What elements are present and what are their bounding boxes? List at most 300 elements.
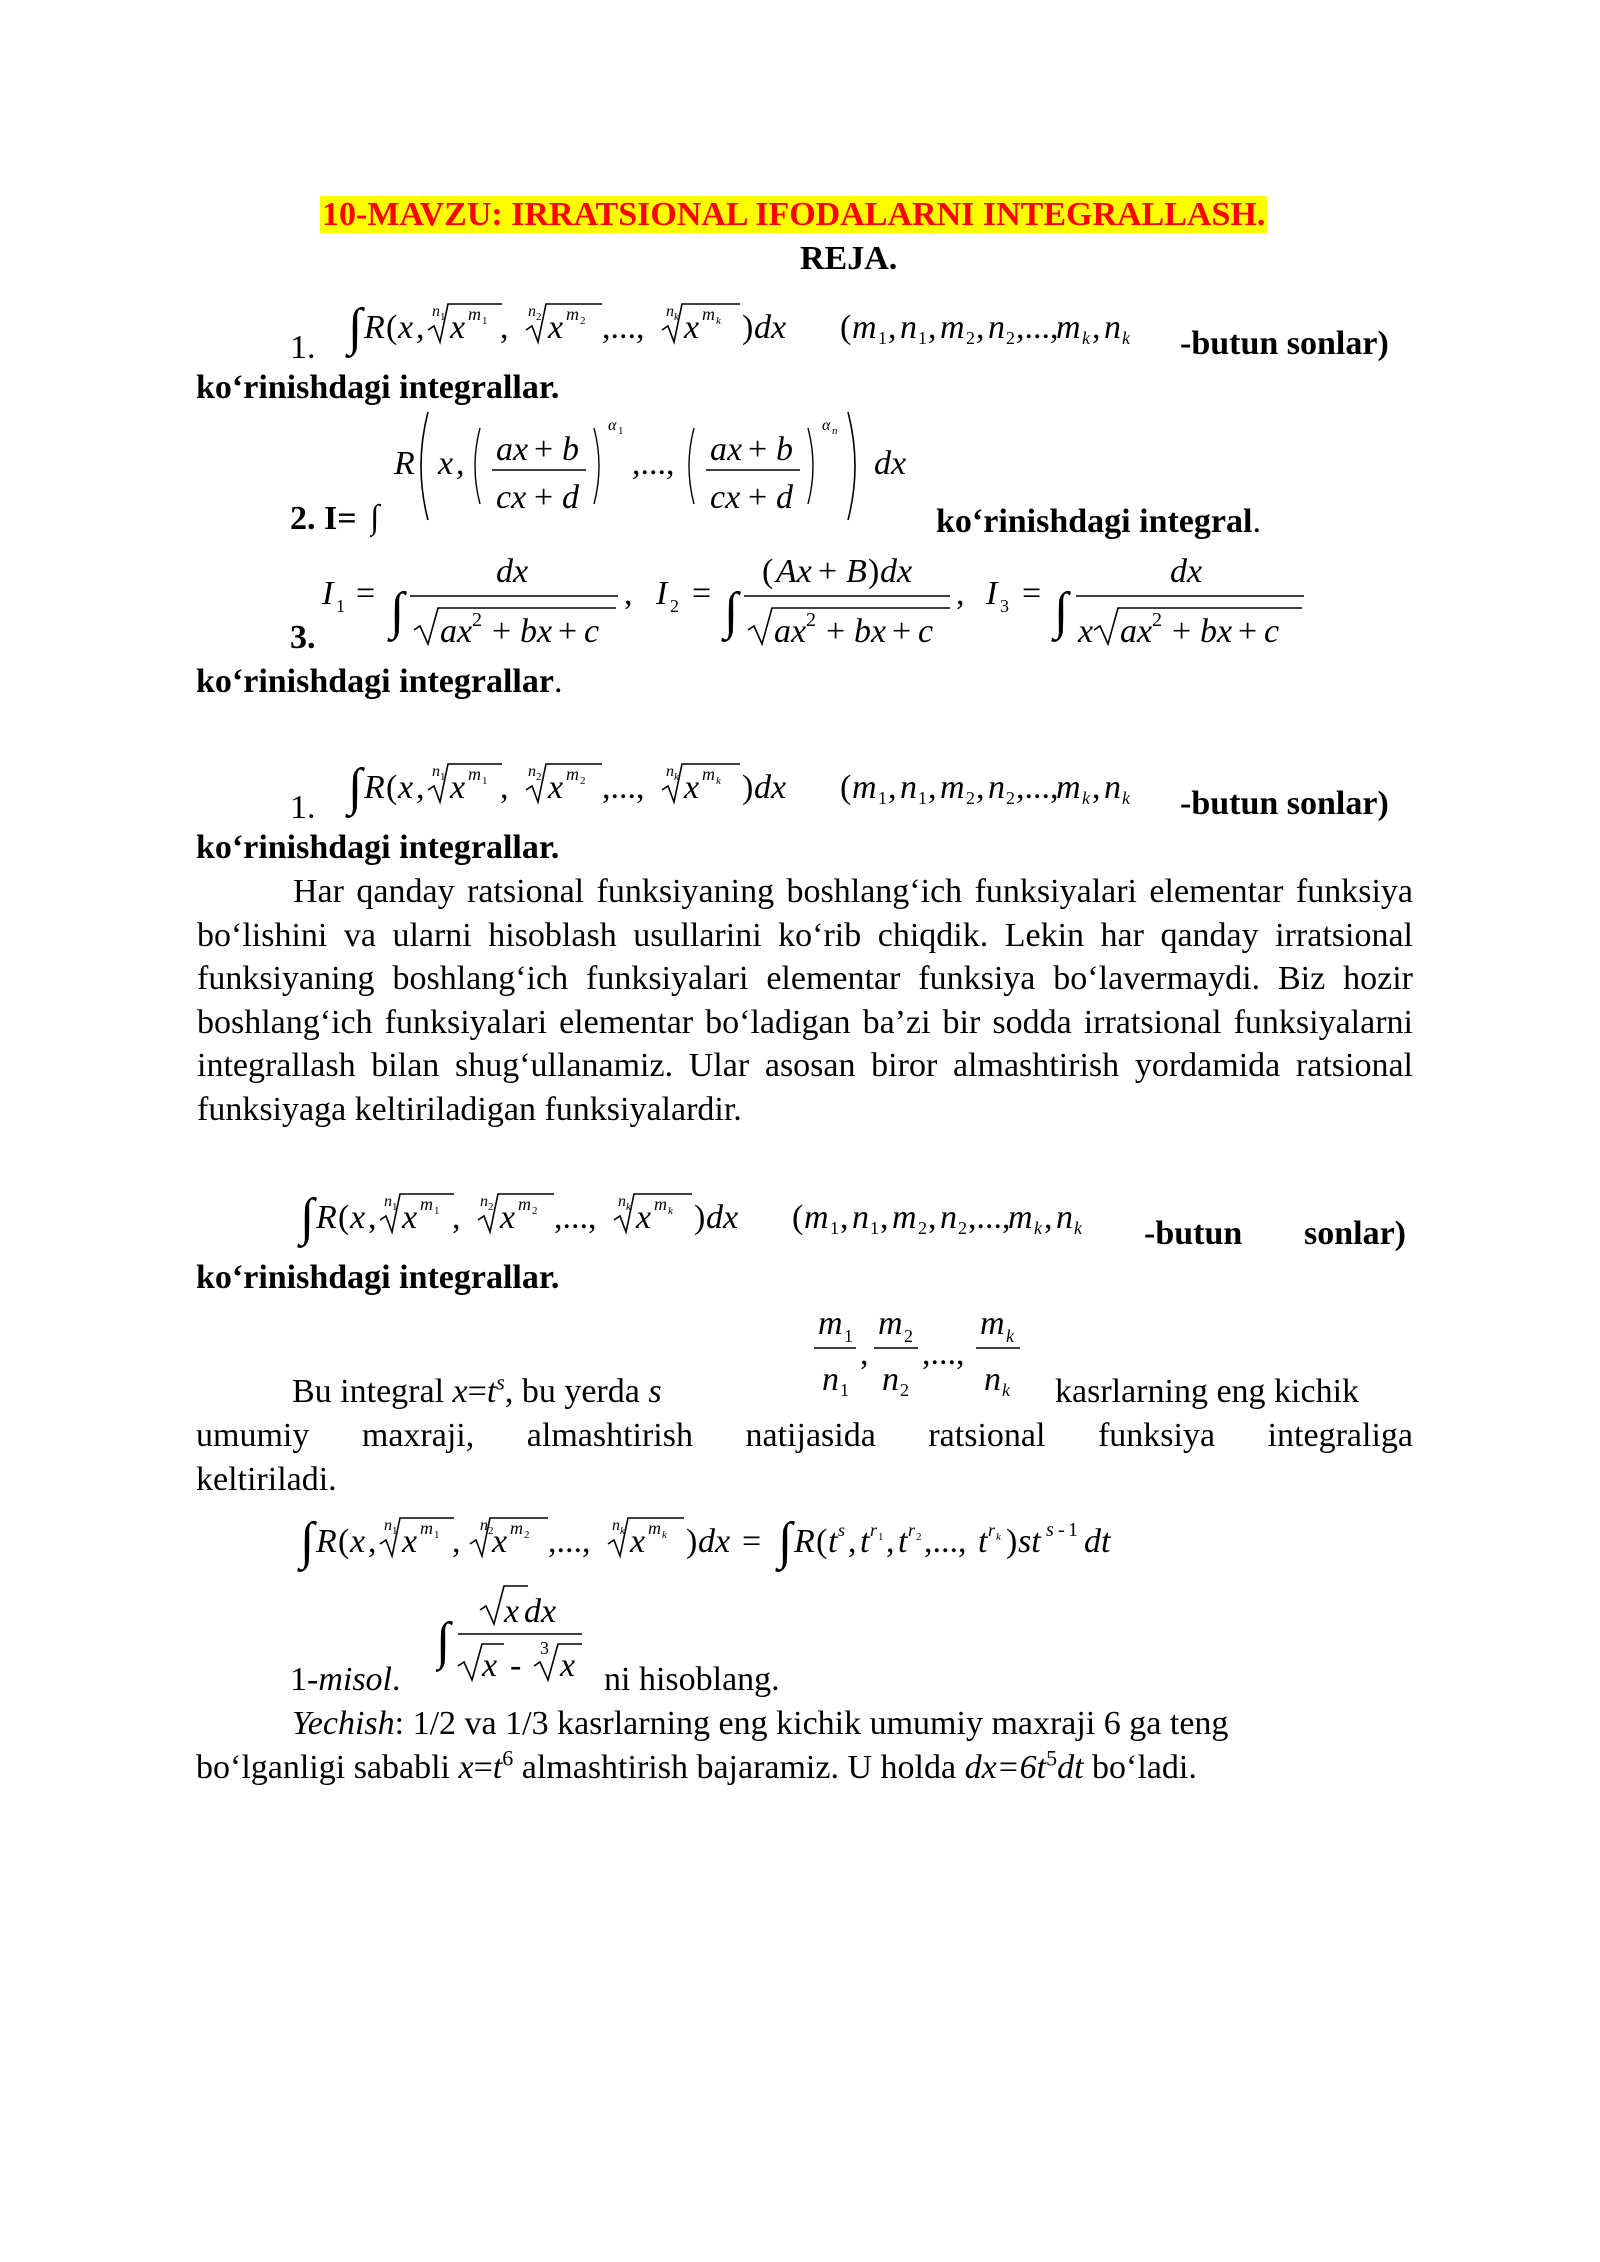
misol-integral <box>436 1578 596 1688</box>
svg-text:n: n <box>988 309 1005 346</box>
svg-text:2: 2 <box>806 609 816 631</box>
bu-integral-text-2: , bu yerda <box>504 1373 649 1410</box>
plan-item-3-formulas <box>310 546 1320 650</box>
svg-text:,: , <box>928 769 937 806</box>
bu-integral-line-2: umumiy maxraji, almashtirish natijasida ratsional funksiya integraliga <box>196 1417 1413 1454</box>
svg-text:3: 3 <box>1000 596 1009 616</box>
svg-text:x: x <box>548 309 564 346</box>
svg-text:x: x <box>630 1523 646 1560</box>
svg-text:=: = <box>1022 575 1042 612</box>
svg-text:R: R <box>394 445 415 482</box>
svg-text:x: x <box>402 1199 418 1236</box>
svg-text:,...,: ,..., <box>924 1523 967 1560</box>
plan-item-2-suffix <box>936 500 1261 543</box>
svg-text:2: 2 <box>524 1529 530 1541</box>
fractions-m-over-n <box>810 1300 1040 1400</box>
svg-text:∫: ∫ <box>300 1189 315 1246</box>
svg-text:k: k <box>1034 1218 1042 1238</box>
svg-text:k: k <box>1082 788 1090 808</box>
svg-text:+: + <box>748 431 768 468</box>
svg-text:n: n <box>900 309 917 346</box>
svg-text:dx: dx <box>754 769 787 806</box>
misol-num: 1- <box>290 1661 319 1698</box>
svg-text:m: m <box>940 309 965 346</box>
plan-item-1-continuation: ko‘rinishdagi integrallar. <box>196 369 560 406</box>
svg-text:,: , <box>452 1199 461 1236</box>
svg-text:m: m <box>420 1194 433 1214</box>
svg-text:1: 1 <box>840 1380 849 1400</box>
svg-text:m: m <box>804 1199 829 1236</box>
svg-text:m: m <box>518 1194 531 1214</box>
yechish-exp-6: 6 <box>502 1745 514 1771</box>
misol-word: misol <box>318 1661 393 1698</box>
svg-text:α: α <box>608 417 617 434</box>
svg-text:2: 2 <box>1006 788 1015 808</box>
svg-text:2: 2 <box>1152 609 1162 631</box>
svg-text:∫: ∫ <box>390 583 405 640</box>
svg-text:k: k <box>716 775 721 787</box>
svg-text:m: m <box>980 1305 1005 1342</box>
section-1-suffix: -butun sonlar) <box>1180 785 1389 822</box>
svg-text:k: k <box>674 771 679 783</box>
svg-text:): ) <box>742 769 754 806</box>
svg-text:2: 2 <box>536 771 542 783</box>
svg-text:k: k <box>626 1201 631 1213</box>
svg-text:2: 2 <box>966 788 975 808</box>
svg-text:): ) <box>742 309 754 346</box>
svg-text:s: s <box>1046 1519 1054 1541</box>
svg-text:k: k <box>668 1205 673 1217</box>
svg-text:x: x <box>350 1523 366 1560</box>
svg-text:1: 1 <box>878 788 887 808</box>
svg-text:n: n <box>832 425 838 437</box>
plan-item-3-continuation <box>196 660 562 703</box>
svg-text:α: α <box>822 417 831 434</box>
svg-text:m: m <box>648 1518 661 1538</box>
svg-text:x: x <box>500 1199 516 1236</box>
svg-text:n: n <box>1056 1199 1073 1236</box>
svg-text:dx: dx <box>874 445 907 482</box>
svg-text:n: n <box>1104 309 1121 346</box>
svg-text:m: m <box>566 304 579 324</box>
svg-text:x: x <box>636 1199 652 1236</box>
svg-text:n: n <box>822 1361 839 1398</box>
svg-text:+: + <box>492 613 512 650</box>
svg-text:x: x <box>548 769 564 806</box>
svg-text:,: , <box>1092 309 1101 346</box>
svg-text:1: 1 <box>482 775 488 787</box>
title-highlight: 10-MAVZU: IRRATSIONAL IFODALARNI INTEGRALLASH. <box>322 196 1266 233</box>
svg-text:ax: ax <box>710 431 743 468</box>
svg-text:,...,: ,..., <box>922 1335 965 1372</box>
svg-text:2: 2 <box>904 1326 913 1346</box>
svg-text:B: B <box>846 553 867 590</box>
svg-text:,: , <box>368 1199 377 1236</box>
svg-text:k: k <box>1002 1380 1010 1400</box>
svg-text:,: , <box>880 1199 889 1236</box>
svg-text:bx: bx <box>1200 613 1233 650</box>
svg-text:n: n <box>984 1361 1001 1398</box>
svg-text:1: 1 <box>918 328 927 348</box>
svg-text:): ) <box>868 553 880 590</box>
yechish-eq2: =6 <box>996 1749 1037 1786</box>
svg-text:x: x <box>492 1523 508 1560</box>
svg-text:n: n <box>666 303 674 320</box>
exp-s: s <box>496 1369 505 1395</box>
plan-item-2-suffix-text: ko‘rinishdagi integral <box>936 503 1253 540</box>
yechish-label: Yechish <box>292 1705 395 1742</box>
misol-dot: . <box>392 1661 401 1698</box>
svg-text:k: k <box>996 1531 1001 1543</box>
svg-text:x: x <box>350 1199 366 1236</box>
svg-text:x: x <box>504 1593 520 1630</box>
svg-text:(: ( <box>338 1199 350 1236</box>
svg-text:n: n <box>618 1193 626 1210</box>
svg-text:,...,: ,..., <box>548 1523 591 1560</box>
svg-text:1: 1 <box>878 328 887 348</box>
svg-text:,: , <box>1092 769 1101 806</box>
svg-text:(: ( <box>840 769 852 806</box>
yechish-text-2b: almashtirish bajaramiz. U holda <box>513 1749 965 1786</box>
svg-text:n: n <box>940 1199 957 1236</box>
svg-text:m: m <box>702 764 715 784</box>
svg-text:n: n <box>882 1361 899 1398</box>
svg-text:1: 1 <box>918 788 927 808</box>
svg-text:2: 2 <box>916 1531 922 1543</box>
svg-text:): ) <box>686 1523 698 1560</box>
plan-item-1-number: 1. <box>290 329 316 366</box>
svg-text:+: + <box>748 479 768 516</box>
paragraph-1-text: Har qanday ratsional funksiyaning boshlang‘ich funksiyalari elementar funksiya bo‘lishini va ularni hisoblash usullarini ko‘rib chiqdik. Lekin har qanday irratsional funksiyaning boshlang‘ich funksiyalari elementar funksiya bo‘lavermaydi. Biz hozir boshlang‘ich funksiyalari elementar bo‘ladigan ba’zi bir sodda irratsional funksiyalarni integrallash bilan shug‘ullanamiz. Ular asosan biror almashtirish yordamida ratsional funksiyaga keltiriladigan funksiyalardir. <box>197 873 1413 1128</box>
svg-text:=: = <box>692 575 712 612</box>
plan-item-3-number: 3. <box>290 619 316 656</box>
plan-item-2-formula <box>370 404 930 544</box>
bu-integral-line-1 <box>292 1370 662 1413</box>
svg-text:x: x <box>1078 613 1094 650</box>
svg-text:k: k <box>662 1529 667 1541</box>
svg-text:k: k <box>1122 328 1130 348</box>
svg-text:1: 1 <box>482 315 488 327</box>
svg-text:b: b <box>776 431 793 468</box>
svg-text:+: + <box>892 613 912 650</box>
svg-text:2: 2 <box>670 596 679 616</box>
yechish-text-2c: bo‘ladi. <box>1083 1749 1197 1786</box>
svg-text:ax: ax <box>774 613 807 650</box>
svg-text:m: m <box>1056 309 1081 346</box>
svg-text:(: ( <box>840 309 852 346</box>
svg-text:+: + <box>1172 613 1192 650</box>
section-1-number: 1. <box>290 789 316 826</box>
svg-text:2: 2 <box>488 1525 494 1537</box>
svg-text:,: , <box>860 1335 869 1372</box>
svg-text:1: 1 <box>618 425 624 437</box>
svg-text:2: 2 <box>958 1218 967 1238</box>
svg-text:n: n <box>432 303 440 320</box>
svg-text:n: n <box>1104 769 1121 806</box>
svg-text:2: 2 <box>580 775 586 787</box>
yechish-t: t <box>492 1749 503 1786</box>
svg-text:,...,: ,..., <box>632 445 675 482</box>
var-t: t <box>486 1373 497 1410</box>
yechish-x: x <box>458 1749 474 1786</box>
svg-text:n: n <box>480 1517 488 1534</box>
svg-text:,: , <box>956 575 965 612</box>
svg-text:2: 2 <box>532 1205 538 1217</box>
svg-text:x: x <box>482 1647 498 1684</box>
svg-text:dx: dx <box>880 553 913 590</box>
svg-text:x: x <box>438 445 454 482</box>
svg-text:∫: ∫ <box>1054 583 1069 640</box>
svg-text:n: n <box>480 1193 488 1210</box>
svg-text:,: , <box>886 1523 895 1560</box>
svg-text:x: x <box>402 1523 418 1560</box>
svg-text:,...,: ,..., <box>602 309 645 346</box>
svg-text:2: 2 <box>472 609 482 631</box>
svg-text:m: m <box>510 1518 523 1538</box>
svg-text:b: b <box>562 431 579 468</box>
svg-text:n: n <box>528 303 536 320</box>
svg-text:x: x <box>450 769 466 806</box>
svg-text:k: k <box>1074 1218 1082 1238</box>
svg-text:,: , <box>1044 1199 1053 1236</box>
svg-text:+: + <box>818 553 838 590</box>
plan-item-1-formula <box>340 286 1170 366</box>
yechish-text-2a: bo‘lganligi sababli <box>196 1749 459 1786</box>
plan-item-2-dot: . <box>1252 503 1261 540</box>
svg-text:n: n <box>384 1517 392 1534</box>
svg-text:t: t <box>978 1523 988 1560</box>
svg-text:ax: ax <box>440 613 473 650</box>
svg-text:,: , <box>416 309 425 346</box>
yechish-dx: dx <box>964 1749 997 1786</box>
plan-item-3-cont-text: ko‘rinishdagi integrallar <box>196 663 554 700</box>
svg-text:-: - <box>1058 1519 1065 1541</box>
svg-text:cx: cx <box>496 479 527 516</box>
svg-text:,: , <box>976 769 985 806</box>
svg-text:k: k <box>620 1525 625 1537</box>
svg-text:Ax: Ax <box>776 553 812 590</box>
svg-text:,: , <box>500 309 509 346</box>
svg-text:∫: ∫ <box>778 1513 793 1570</box>
svg-text:n: n <box>612 1517 620 1534</box>
svg-text:d: d <box>562 479 579 516</box>
svg-text:,: , <box>452 1523 461 1560</box>
svg-text:x: x <box>684 769 700 806</box>
svg-text:,...,: ,..., <box>968 1199 1011 1236</box>
svg-text:c: c <box>918 613 934 650</box>
svg-text:,...,: ,..., <box>1016 769 1059 806</box>
document-title <box>320 196 1267 234</box>
svg-text:c: c <box>1264 613 1280 650</box>
svg-text:1: 1 <box>1068 1519 1078 1541</box>
bu-integral-text-3: kasrlarning eng kichik <box>1055 1373 1360 1410</box>
svg-text:): ) <box>694 1199 706 1236</box>
svg-text:,: , <box>840 1199 849 1236</box>
svg-text:R: R <box>794 1523 815 1560</box>
plan-item-1-suffix: -butun sonlar) <box>1180 325 1389 362</box>
svg-text:,: , <box>456 445 465 482</box>
svg-text:c: c <box>584 613 600 650</box>
yechish-text-1: : 1/2 va 1/3 kasrlarning eng kichik umumiy maxraji 6 ga teng <box>394 1705 1229 1742</box>
yechish-eq: = <box>473 1749 493 1786</box>
svg-text:2: 2 <box>900 1380 909 1400</box>
svg-text:x: x <box>398 309 414 346</box>
var-x: x <box>452 1373 468 1410</box>
svg-text:=: = <box>356 575 376 612</box>
svg-text:dx: dx <box>524 1593 557 1630</box>
svg-text:2: 2 <box>966 328 975 348</box>
svg-text:,...,: ,..., <box>554 1199 597 1236</box>
svg-text:m: m <box>702 304 715 324</box>
svg-text:I: I <box>322 575 334 612</box>
svg-text:t: t <box>828 1523 838 1560</box>
svg-text:R: R <box>364 309 385 346</box>
svg-text:dt: dt <box>1084 1523 1111 1560</box>
svg-text:n: n <box>666 763 674 780</box>
svg-text:m: m <box>852 769 877 806</box>
svg-text:,...,: ,..., <box>602 769 645 806</box>
svg-text:dx: dx <box>496 553 529 590</box>
svg-text:-: - <box>510 1647 522 1684</box>
svg-text:2: 2 <box>580 315 586 327</box>
svg-text:+: + <box>534 479 554 516</box>
svg-text:k: k <box>674 311 679 323</box>
svg-text:k: k <box>1006 1326 1014 1346</box>
main-formula-suffix-a: -butun <box>1144 1215 1243 1252</box>
svg-text:m: m <box>566 764 579 784</box>
misol-tail: ni hisoblang. <box>604 1661 780 1698</box>
svg-text:(: ( <box>386 769 398 806</box>
svg-text:R: R <box>364 769 385 806</box>
svg-text:,: , <box>888 769 897 806</box>
svg-text:): ) <box>1006 1523 1018 1560</box>
main-formula-continuation: ko‘rinishdagi integrallar. <box>196 1259 560 1296</box>
main-integral-formula <box>292 1176 1152 1256</box>
svg-text:1: 1 <box>830 1218 839 1238</box>
svg-text:(: ( <box>816 1523 828 1560</box>
yechish-line-2 <box>196 1746 1197 1789</box>
svg-text:ax: ax <box>1120 613 1153 650</box>
svg-text:+: + <box>558 613 578 650</box>
svg-text:,: , <box>928 1199 937 1236</box>
svg-text:=: = <box>742 1523 762 1560</box>
svg-text:1: 1 <box>336 596 345 616</box>
svg-text:st: st <box>1018 1523 1041 1560</box>
svg-text:1: 1 <box>870 1218 879 1238</box>
svg-text:d: d <box>776 479 793 516</box>
svg-text:(: ( <box>762 553 774 590</box>
yechish-t2: t <box>1036 1749 1047 1786</box>
svg-text:r: r <box>870 1520 878 1540</box>
bu-integral-text-1: Bu integral <box>292 1373 453 1410</box>
svg-text:t: t <box>860 1523 870 1560</box>
svg-text:x: x <box>450 309 466 346</box>
section-1-formula <box>340 746 1170 826</box>
svg-text:I: I <box>656 575 668 612</box>
svg-text:∫: ∫ <box>724 583 739 640</box>
svg-text:x: x <box>684 309 700 346</box>
svg-text:n: n <box>900 769 917 806</box>
svg-text:,: , <box>416 769 425 806</box>
svg-text:2: 2 <box>1006 328 1015 348</box>
svg-text:s: s <box>838 1520 846 1540</box>
svg-text:cx: cx <box>710 479 741 516</box>
main-formula-suffix-b: sonlar) <box>1304 1215 1406 1252</box>
svg-text:t: t <box>898 1523 908 1560</box>
svg-text:m: m <box>940 769 965 806</box>
svg-text:+: + <box>534 431 554 468</box>
svg-text:+: + <box>1238 613 1258 650</box>
plan-item-2-prefix: 2. I= <box>290 500 357 537</box>
svg-text:2: 2 <box>536 311 542 323</box>
svg-text:,: , <box>368 1523 377 1560</box>
svg-text:,...,: ,..., <box>1016 309 1059 346</box>
svg-text:3: 3 <box>540 1638 549 1658</box>
svg-text:2: 2 <box>918 1218 927 1238</box>
svg-text:k: k <box>1082 328 1090 348</box>
svg-text:R: R <box>316 1199 337 1236</box>
svg-text:∫: ∫ <box>300 1513 315 1570</box>
svg-text:k: k <box>716 315 721 327</box>
svg-text:∫: ∫ <box>370 499 380 536</box>
svg-text:m: m <box>468 764 481 784</box>
svg-text:1: 1 <box>434 1205 440 1217</box>
svg-text:n: n <box>988 769 1005 806</box>
svg-text:dx: dx <box>1170 553 1203 590</box>
yechish-line-1 <box>292 1702 1228 1745</box>
svg-text:(: ( <box>386 309 398 346</box>
svg-text:,: , <box>848 1523 857 1560</box>
svg-text:,: , <box>500 769 509 806</box>
svg-text:∫: ∫ <box>436 1613 451 1670</box>
svg-text:bx: bx <box>520 613 553 650</box>
svg-text:1: 1 <box>392 1525 398 1537</box>
svg-text:∫: ∫ <box>348 299 363 356</box>
svg-text:bx: bx <box>854 613 887 650</box>
svg-text:1: 1 <box>440 771 446 783</box>
bu-integral-line-3: keltiriladi. <box>196 1461 337 1498</box>
svg-text:ax: ax <box>496 431 529 468</box>
svg-text:,: , <box>976 309 985 346</box>
svg-text:m: m <box>1056 769 1081 806</box>
plan-heading: REJA. <box>800 240 898 277</box>
svg-text:dx: dx <box>754 309 787 346</box>
svg-text:x: x <box>560 1647 576 1684</box>
yechish-exp-5: 5 <box>1046 1745 1058 1771</box>
svg-text:∫: ∫ <box>348 759 363 816</box>
svg-text:m: m <box>892 1199 917 1236</box>
misol-label <box>290 1658 401 1701</box>
plan-item-3-dot: . <box>553 663 563 700</box>
svg-text:+: + <box>826 613 846 650</box>
svg-text:1: 1 <box>392 1201 398 1213</box>
svg-text:m: m <box>852 309 877 346</box>
svg-text:r: r <box>908 1520 916 1540</box>
svg-text:2: 2 <box>488 1201 494 1213</box>
equals-sign: = <box>467 1373 487 1410</box>
svg-text:x: x <box>398 769 414 806</box>
svg-text:m: m <box>468 304 481 324</box>
svg-text:n: n <box>528 763 536 780</box>
svg-text:dx: dx <box>706 1199 739 1236</box>
section-1-continuation: ko‘rinishdagi integrallar. <box>196 829 560 866</box>
svg-text:r: r <box>988 1520 996 1540</box>
svg-text:n: n <box>432 763 440 780</box>
svg-text:1: 1 <box>440 311 446 323</box>
svg-text:I: I <box>986 575 998 612</box>
svg-text:,: , <box>624 575 633 612</box>
svg-text:n: n <box>852 1199 869 1236</box>
